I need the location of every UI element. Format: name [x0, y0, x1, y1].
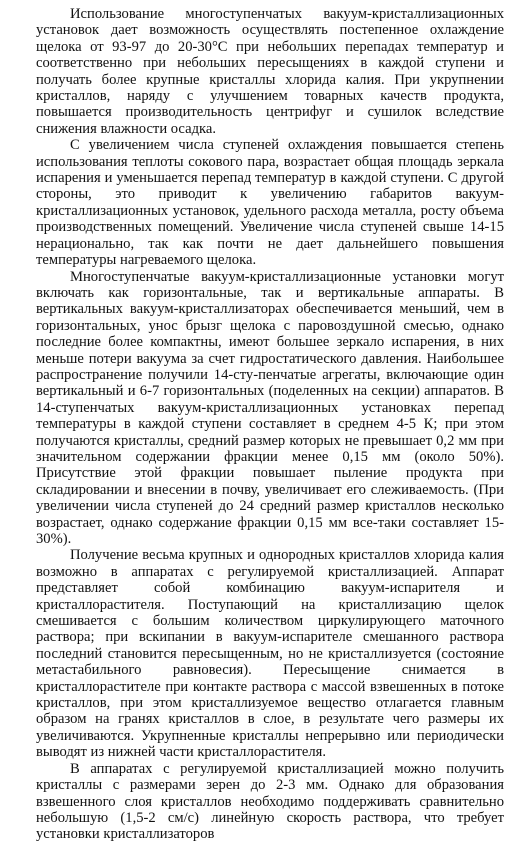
paragraph-4: Получение весьма крупных и однородных кристаллов хлорида калия возможно в аппаратах с регулируемой кристаллизацией. Аппарат представляет собой комбинацию вакуум-испарителя и кристаллорастителя. Поступающий на кристаллизацию щелок смешивается с большим количеством циркулирующего маточного раствора; при вскипании в вакуум-испарителе смешанного раствора последний становится пересыщенным, но не кристаллизуется (состояние метастабильного равновесия). Пересыщение снимается в кристаллорастителе при контакте раствора с массой взвешенных в потоке кристаллов, при этом кристаллизуемое вещество отлагается главным образом на гранях кристаллов в слое, в результате чего размеры их увеличиваются. Укрупненные кристаллы непрерывно или периодически выводят из нижней части кристаллорастителя.: [36, 547, 504, 761]
paragraph-5: В аппаратах с регулируемой кристаллизацией можно получить кристаллы с размерами зерен до 2-3 мм. Однако для образования взвешенного слоя кристаллов необходимо поддерживать сравнительно небольшую (1,5-2 см/с) линейную скорость раствора, что требует установки кристаллизаторов: [36, 760, 504, 843]
paragraph-3: Многоступенчатые вакуум-кристаллизационные установки могут включать как горизонтальные, так и вертикальные аппараты. В вертикальных вакуум-кристаллизаторах обеспечивается меньший, чем в горизонтальных, унос брызг щелока с паровоздушной смесью, однако последние более компактны, имеют большее зеркало испарения, в них меньше потери вакуума за счет гидростатического давления. Наибольшее распространение получили 14-сту-пенчатые агрегаты, включающие один вертикальный и 6-7 горизонтальных (поделенных на секции) аппаратов. В 14-ступенчатых вакуум-кристаллизационных установках перепад температуры в каждой ступени составляет в среднем 4-5 К; при этом получаются кристаллы, средний размер которых не превышает 0,2 мм при значительном содержании фракции менее 0,15 мм (около 50%). Присутствие этой фракции повышает пыление продукта при складировании и внесении в почву, увеличивает его слеживаемость. (При увеличении числа ступеней до 24 средний размер кристаллов несколько возрастает, однако содержание фракции 0,15 мм все-таки составляет 15-30%).: [36, 268, 504, 547]
document-page: [36, 6, 504, 843]
paragraph-2: С увеличением числа ступеней охлаждения повышается степень использования теплоты сокового пара, возрастает общая площадь зеркала испарения и уменьшается перепад температур в каждой ступени. С другой стороны, это приводит к увеличению габаритов вакуум-кристаллизационных установок, удельного расхода металла, росту объема производственных помещений. Увеличение числа ступеней свыше 14-15 нерационально, так как почти не дает дальнейшего повышения температуры нагреваемого щелока.: [36, 137, 504, 269]
paragraph-1: Использование многоступенчатых вакуум-кристаллизационных установок дает возможность осуществлять постепенное охлаждение щелока от 93-97 до 20-30°С при небольших перепадах температур и соответственно при небольших пересыщениях в каждой ступени и получать более крупные кристаллы хлорида калия. При укрупнении кристаллов, наряду с улучшением товарных качеств продукта, повышается производительность центрифуг и сушилок вследствие снижения влажности осадка.: [36, 6, 504, 137]
